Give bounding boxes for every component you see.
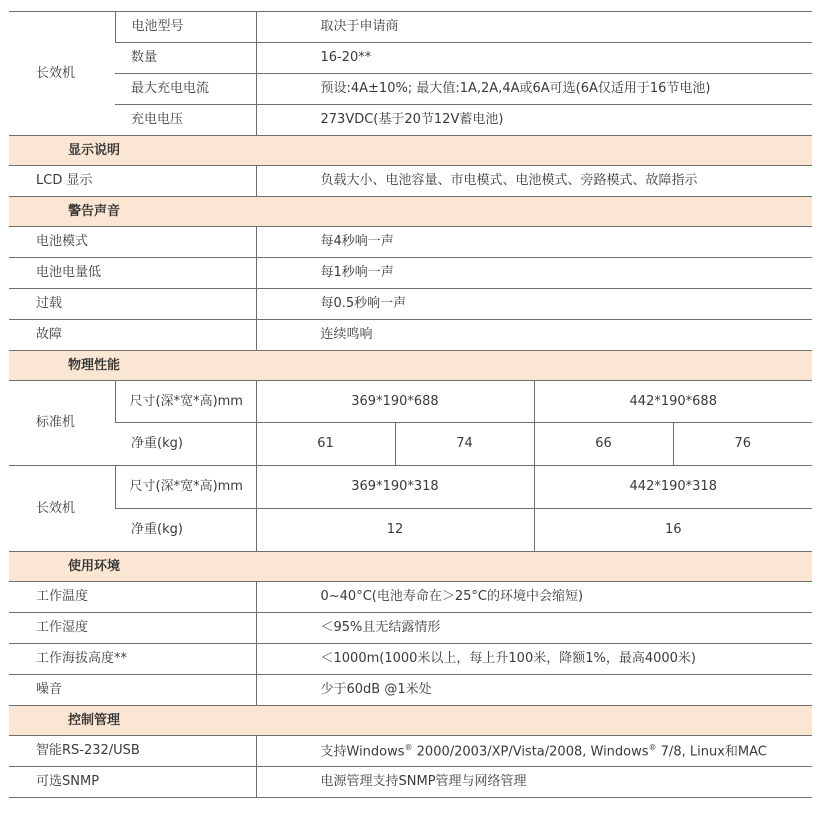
table-row	[9, 675, 812, 706]
row-label: 电池型号	[115, 12, 256, 43]
table-row	[9, 166, 812, 197]
weight-value: 61	[256, 423, 395, 466]
table-row	[9, 74, 812, 105]
size-value: 369*190*688	[256, 381, 534, 423]
row-value: 负载大小、电池容量、市电模式、电池模式、旁路模式、故障指示	[256, 166, 812, 197]
row-label: 最大充电电流	[115, 74, 256, 105]
section-title: 物理性能	[9, 351, 812, 381]
row-label: 智能RS-232/USB	[9, 736, 256, 767]
row-label: 净重(kg)	[115, 509, 256, 552]
table-row	[9, 320, 812, 351]
row-value: 每4秒响一声	[256, 227, 812, 258]
weight-value: 12	[256, 509, 534, 552]
section-header	[9, 197, 812, 227]
weight-value: 66	[534, 423, 673, 466]
row-label: 数量	[115, 43, 256, 74]
row-value: ＜1000m(1000米以上，每上升100米，降额1%，最高4000米)	[256, 644, 812, 675]
row-value: 连续鸣响	[256, 320, 812, 351]
table-row	[9, 736, 812, 767]
row-label: 充电电压	[115, 105, 256, 136]
row-label: 过载	[9, 289, 256, 320]
usb-support-text: 7/8, Linux和MAC	[656, 743, 767, 759]
table-row	[9, 509, 812, 552]
row-label: 可选SNMP	[9, 767, 256, 798]
row-label: 净重(kg)	[115, 423, 256, 466]
group-label: 长效机	[9, 12, 115, 136]
table-row	[9, 381, 812, 423]
row-label: 尺寸(深*宽*高)mm	[115, 466, 256, 509]
row-value: 电源管理支持SNMP管理与网络管理	[256, 767, 812, 798]
size-value: 442*190*688	[534, 381, 812, 423]
size-value: 442*190*318	[534, 466, 812, 509]
section-title: 控制管理	[9, 706, 812, 736]
section-title: 使用环境	[9, 552, 812, 582]
table-row	[9, 582, 812, 613]
row-label: 故障	[9, 320, 256, 351]
registered-mark: ®	[404, 742, 413, 752]
row-value: 273VDC(基于20节12V蓄电池)	[256, 105, 812, 136]
table-row	[9, 767, 812, 798]
group-label: 长效机	[9, 466, 115, 552]
section-header	[9, 351, 812, 381]
row-label: 电池模式	[9, 227, 256, 258]
row-label: 工作湿度	[9, 613, 256, 644]
group-label: 标准机	[9, 381, 115, 466]
table-row	[9, 466, 812, 509]
section-header	[9, 706, 812, 736]
row-label: 工作海拔高度**	[9, 644, 256, 675]
weight-value: 76	[673, 423, 812, 466]
size-value: 369*190*318	[256, 466, 534, 509]
row-value: 0~40°C(电池寿命在＞25°C的环境中会缩短)	[256, 582, 812, 613]
row-value: 预设:4A±10%; 最大值:1A,2A,4A或6A可选(6A仅适用于16节电池)	[256, 74, 812, 105]
table-row	[9, 12, 812, 43]
row-value: ＜95%且无结露情形	[256, 613, 812, 644]
table-row	[9, 289, 812, 320]
weight-value: 16	[534, 509, 812, 552]
section-header	[9, 136, 812, 166]
spec-table	[9, 11, 812, 798]
row-value	[256, 736, 812, 767]
row-label: 尺寸(深*宽*高)mm	[115, 381, 256, 423]
row-value: 少于60dB @1米处	[256, 675, 812, 706]
row-label: 工作温度	[9, 582, 256, 613]
usb-support-text: 支持Windows	[320, 743, 405, 759]
table-row	[9, 613, 812, 644]
row-label: LCD 显示	[9, 166, 256, 197]
table-row	[9, 105, 812, 136]
section-header	[9, 552, 812, 582]
table-row	[9, 43, 812, 74]
table-row	[9, 423, 812, 466]
table-row	[9, 644, 812, 675]
row-label: 电池电量低	[9, 258, 256, 289]
row-value: 取决于申请商	[256, 12, 812, 43]
registered-mark: ®	[648, 742, 657, 752]
table-row	[9, 227, 812, 258]
table-row	[9, 258, 812, 289]
row-value: 每1秒响一声	[256, 258, 812, 289]
section-title: 显示说明	[9, 136, 812, 166]
usb-support-text: 2000/2003/XP/Vista/2008, Windows	[412, 743, 649, 759]
row-value: 每0.5秒响一声	[256, 289, 812, 320]
weight-value: 74	[395, 423, 534, 466]
row-label: 噪音	[9, 675, 256, 706]
row-value: 16-20**	[256, 43, 812, 74]
section-title: 警告声音	[9, 197, 812, 227]
